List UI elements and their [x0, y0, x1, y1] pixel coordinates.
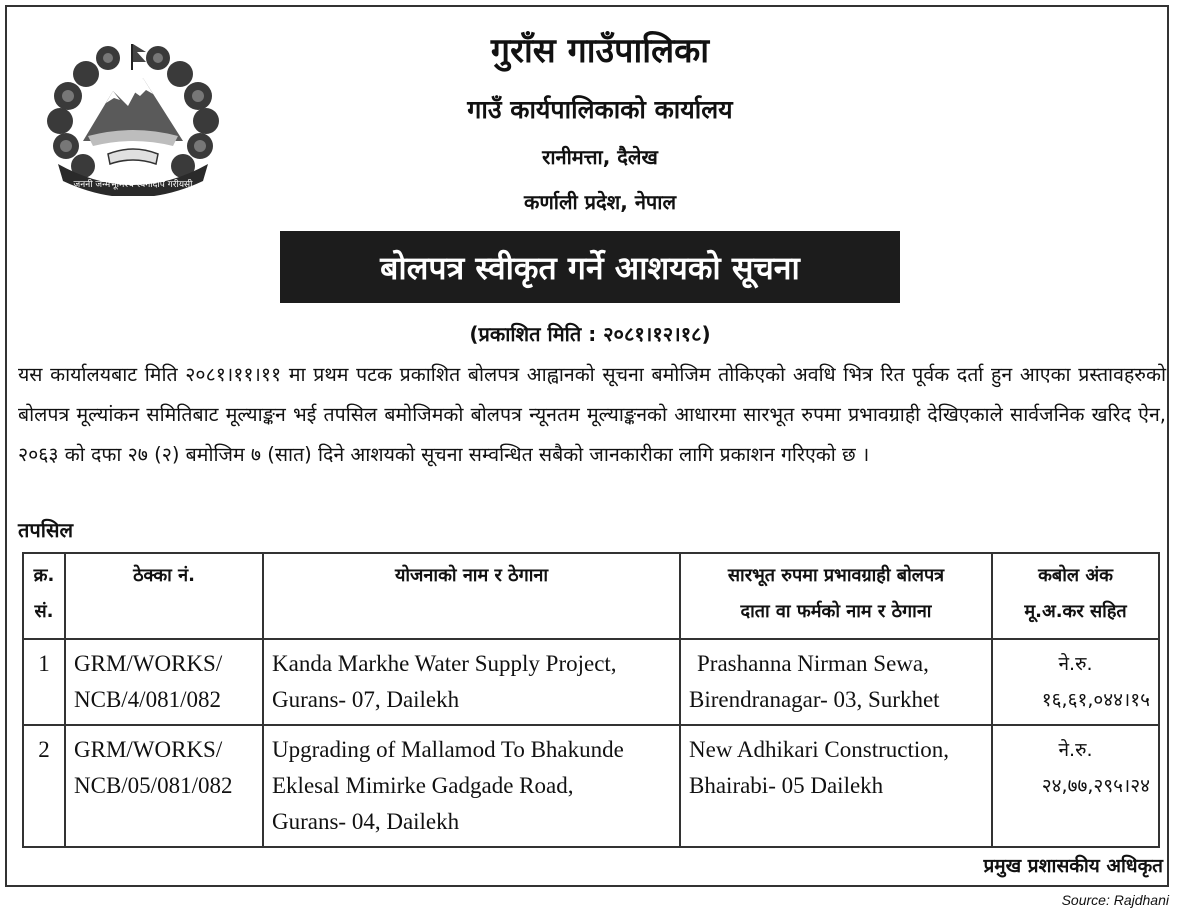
- source-credit: Source: Rajdhani: [1061, 892, 1169, 908]
- address-line-1: रानीमत्ता, दैलेख: [542, 145, 658, 169]
- row-sn: 1: [23, 639, 65, 725]
- header-bidder-line1: सारभूत रुपमा प्रभावग्राही बोलपत्र: [727, 565, 945, 586]
- bidder-line: Birendranagar- 03, Surkhet: [689, 687, 940, 712]
- header-sn-line2: सं.: [34, 601, 54, 622]
- header-project: योजनाको नाम र ठेगाना: [263, 553, 680, 639]
- bidder-line: Prashanna Nirman Sewa,: [697, 651, 929, 676]
- header-sn: [23, 553, 65, 639]
- amount-currency: ने.रु.: [1058, 739, 1093, 761]
- project-line: Kanda Markhe Water Supply Project,: [272, 651, 617, 676]
- office-subtitle: गाउँ कार्यपालिकाको कार्यालय: [467, 95, 733, 124]
- header-contract: ठेक्का नं.: [65, 553, 263, 639]
- contract-line: NCB/05/081/082: [74, 773, 233, 798]
- contract-line: GRM/WORKS/: [74, 651, 223, 676]
- table-header-row: [23, 553, 1159, 639]
- row-contract: [65, 725, 263, 847]
- row-project: [263, 725, 680, 847]
- notice-title-banner: [280, 231, 900, 303]
- header-amount-line2: मू.अ.कर सहित: [1024, 601, 1127, 622]
- row-bidder: [680, 725, 992, 847]
- signature-title: प्रमुख प्रशासकीय अधिकृत: [983, 855, 1163, 877]
- header-sn-line1: क्र.: [33, 565, 55, 586]
- amount-currency: ने.रु.: [1058, 653, 1093, 675]
- nepal-emblem-icon: [38, 36, 228, 196]
- project-line: Eklesal Mimirke Gadgade Road,: [272, 773, 574, 798]
- table-row: [23, 725, 1159, 847]
- bid-table: [22, 552, 1160, 848]
- amount-value: २४,७७,२९५।२४: [1041, 775, 1150, 797]
- contract-line: GRM/WORKS/: [74, 737, 223, 762]
- header-amount-line1: कबोल अंक: [1038, 565, 1113, 586]
- address-line-2: कर्णाली प्रदेश, नेपाल: [523, 190, 677, 214]
- project-line: Gurans- 07, Dailekh: [272, 687, 460, 712]
- row-amount: [992, 639, 1159, 725]
- amount-value: १६,६१,०४४।१५: [1041, 689, 1150, 711]
- section-title: तपसिल: [18, 518, 74, 542]
- row-amount: [992, 725, 1159, 847]
- table-row: [23, 639, 1159, 725]
- notice-body: यस कार्यालयबाट मिति २०८१।११।११ मा प्रथम पटक प्रकाशित बोलपत्र आह्वानको सूचना बमोजिम तोकिएको अवधि भित्र रित पूर्वक दर्ता हुन आएका प्रस्तावहरुको बोलपत्र मूल्यांकन समितिबाट मूल्याङ्कन भई तपसिल बमोजिमको बोलपत्र न्यूनतम मूल्याङ्कनको आधारमा सारभूत रुपमा प्रभावग्राही देखिएकाले सार्वजनिक खरिद ऐन, २०६३ को दफा २७ (२) बमोजिम ७ (सात) दिने आशयको सूचना सम्वन्धित सबैको जानकारीका लागि प्रकाशन गरिएको छ ।: [18, 363, 1166, 466]
- row-bidder: [680, 639, 992, 725]
- header-bidder-line2: दाता वा फर्मको नाम र ठेगाना: [740, 601, 932, 622]
- header-bidder: [680, 553, 992, 639]
- bidder-line: New Adhikari Construction,: [689, 737, 949, 762]
- header-amount: [992, 553, 1159, 639]
- contract-line: NCB/4/081/082: [74, 687, 221, 712]
- office-name: गुराँस गाउँपालिका: [490, 31, 710, 71]
- notice-title: बोलपत्र स्वीकृत गर्ने आशयको सूचना: [380, 248, 800, 287]
- bidder-line: Bhairabi- 05 Dailekh: [689, 773, 884, 798]
- project-line: Gurans- 04, Dailekh: [272, 809, 460, 834]
- row-sn: 2: [23, 725, 65, 847]
- emblem-motto: जननी जन्मभूमिश्च स्वर्गादपि गरीयसी: [73, 180, 193, 190]
- project-line: Upgrading of Mallamod To Bhakunde: [272, 737, 624, 762]
- row-project: [263, 639, 680, 725]
- row-contract: [65, 639, 263, 725]
- published-date: (प्रकाशित मिति : २०८१।१२।१८): [469, 322, 711, 346]
